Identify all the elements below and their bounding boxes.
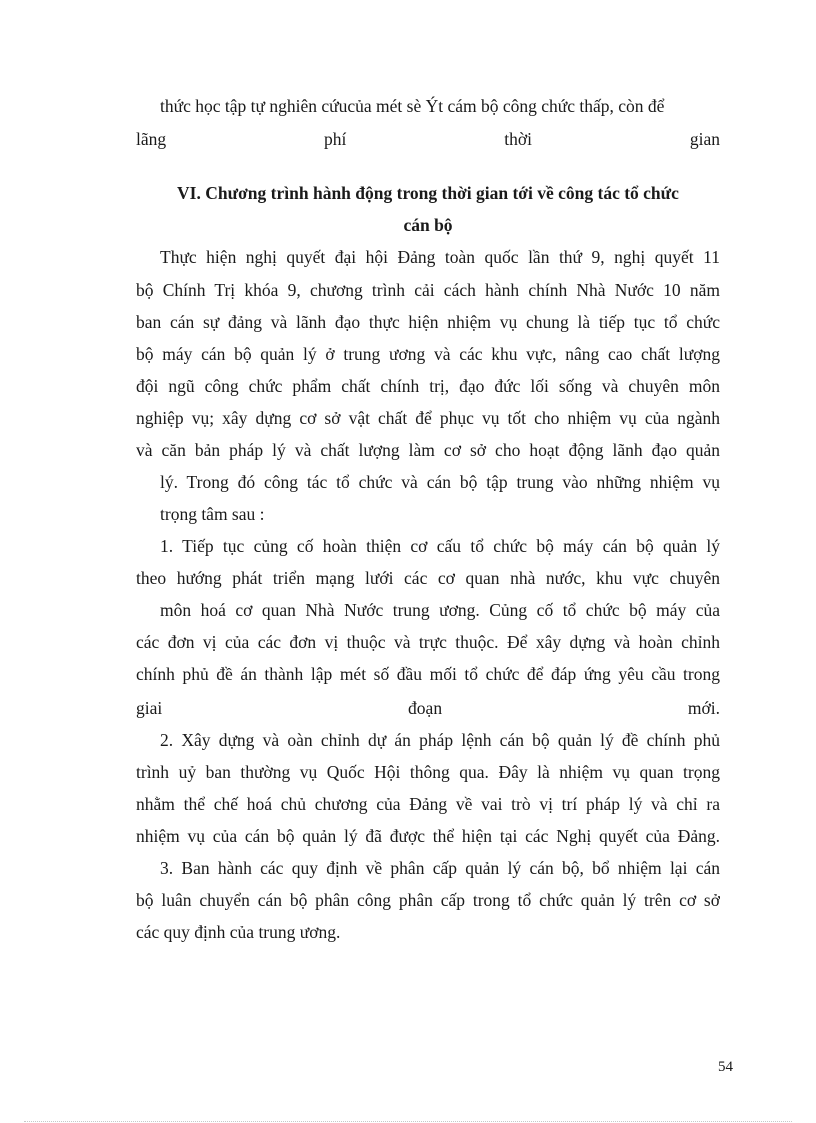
text-line: lý. Trong đó công tác tổ chức và cán bộ tập trung vào những nhiệm vụ <box>160 472 720 492</box>
text-line: 2. Xây dựng và oàn chỉnh dự án pháp lệnh cán bộ quản lý đề chính phủ <box>160 730 720 750</box>
text-line: 1. Tiếp tục củng cố hoàn thiện cơ cấu tổ chức bộ máy cán bộ quản lý <box>160 536 720 556</box>
text-line: lãng phí thời gian <box>136 129 720 149</box>
text-line: Thực hiện nghị quyết đại hội Đảng toàn quốc lần thứ 9, nghị quyết 11 <box>160 247 720 267</box>
text-line: bộ máy cán bộ quản lý ở trung ương và các khu vực, nâng cao chất lượng <box>136 344 720 364</box>
text-line: trọng tâm sau : <box>160 504 265 524</box>
text-line: bộ luân chuyển cán bộ phân công phân cấp trong tổ chức quản lý trên cơ sở <box>136 890 720 910</box>
text-line: bộ Chính Trị khóa 9, chương trình cải cách hành chính Nhà Nước 10 năm <box>136 280 720 300</box>
text-line: nhằm thể chế hoá chủ chương của Đảng về vai trò vị trí pháp lý và chỉ ra <box>136 794 720 814</box>
text-line: nghiệp vụ; xây dựng cơ sở vật chất để phục vụ tốt cho nhiệm vụ của ngành <box>136 408 720 428</box>
section-heading: VI. Chương trình hành động trong thời gian tới về công tác tổ chức <box>177 183 679 203</box>
text-line: giai đoạn mới. <box>136 698 720 718</box>
text-line: các quy định của trung ương. <box>136 922 341 942</box>
text-line: đội ngũ công chức phẩm chất chính trị, đạo đức lối sống và chuyên môn <box>136 376 720 396</box>
text-line: và căn bản pháp lý và chất lượng làm cơ sở cho hoạt động lãnh đạo quản <box>136 440 720 460</box>
page-number: 54 <box>718 1059 733 1075</box>
text-line: môn hoá cơ quan Nhà Nước trung ương. Củng cố tổ chức bộ máy của <box>160 600 720 620</box>
section-heading-continuation: cán bộ <box>403 215 453 235</box>
text-line: trình uỷ ban thường vụ Quốc Hội thông qua. Đây là nhiệm vụ quan trọng <box>136 762 720 782</box>
text-line: chính phủ đề án thành lập mét số đầu mối tổ chức để đáp ứng yêu cầu trong <box>136 664 720 684</box>
text-line: nhiệm vụ của cán bộ quản lý đã được thể hiện tại các Nghị quyết của Đảng. <box>136 826 720 846</box>
text-line: 3. Ban hành các quy định về phân cấp quản lý cán bộ, bổ nhiệm lại cán <box>160 858 720 878</box>
text-line: thức học tập tự nghiên cứucủa mét sè Ýt cám bộ công chức thấp, còn để <box>160 96 665 116</box>
text-line: các đơn vị của các đơn vị thuộc và trực thuộc. Để xây dựng và hoàn chỉnh <box>136 632 720 652</box>
page-bottom-border <box>24 1121 792 1122</box>
text-line: theo hướng phát triển mạng lưới các cơ quan nhà nước, khu vực chuyên <box>136 568 720 588</box>
text-line: ban cán sự đảng và lãnh đạo thực hiện nhiệm vụ chung là tiếp tục tổ chức <box>136 312 720 332</box>
